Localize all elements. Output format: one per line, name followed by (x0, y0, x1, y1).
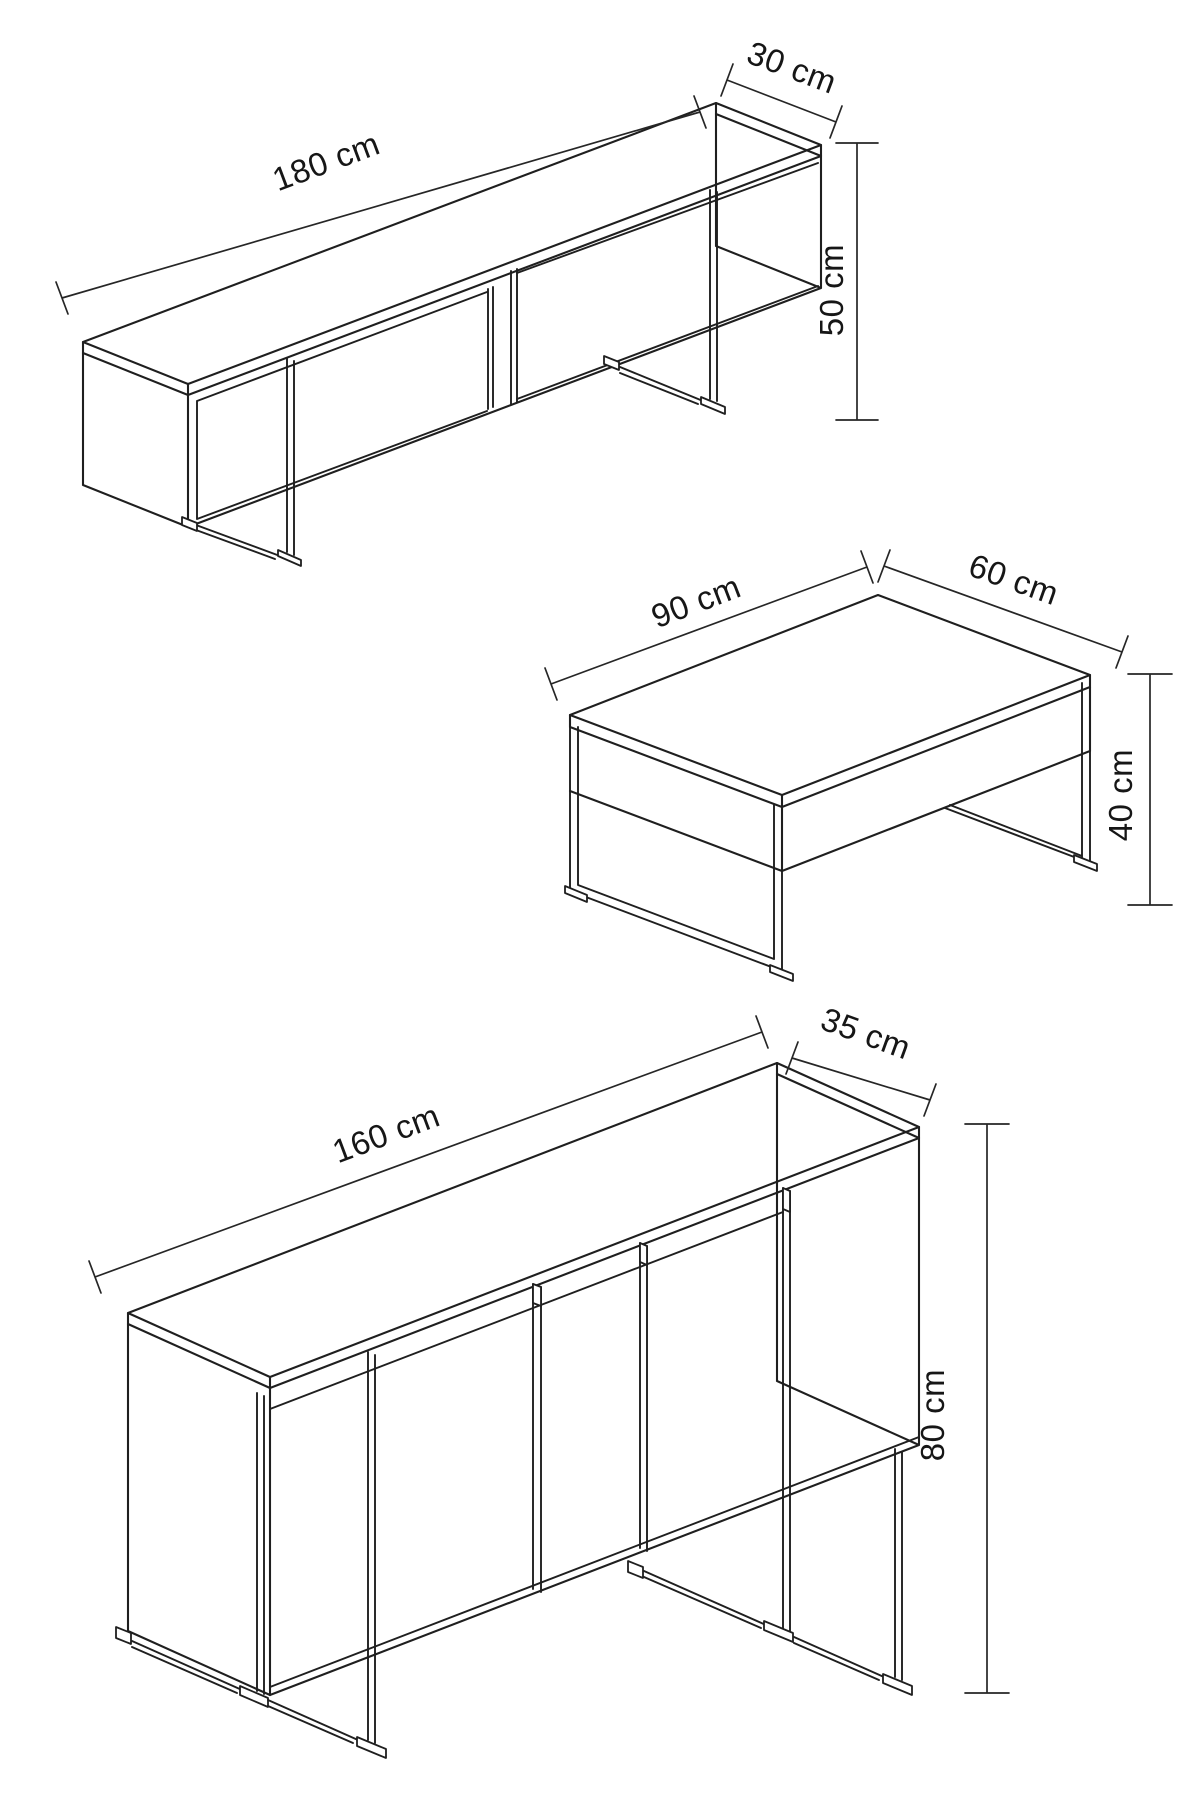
sideboard-depth-label: 35 cm (816, 1000, 916, 1067)
tv-stand-width-label: 180 cm (267, 124, 385, 199)
coffee-table-top-face (570, 595, 1090, 795)
coffee-table-width-label: 90 cm (646, 567, 746, 636)
coffee-table-drawing (565, 595, 1097, 981)
sideboard-width-label: 160 cm (327, 1096, 445, 1171)
coffee-table-height-label: 40 cm (1102, 748, 1139, 842)
sideboard-top-face (128, 1063, 919, 1377)
sideboard-drawing (116, 1063, 919, 1758)
coffee-table-depth-label: 60 cm (964, 546, 1064, 613)
tv-stand-depth-label: 30 cm (742, 33, 842, 101)
tv-stand-drawing (83, 103, 821, 566)
tv-stand-height-label: 50 cm (813, 243, 850, 337)
sideboard-height-label: 80 cm (914, 1368, 951, 1462)
